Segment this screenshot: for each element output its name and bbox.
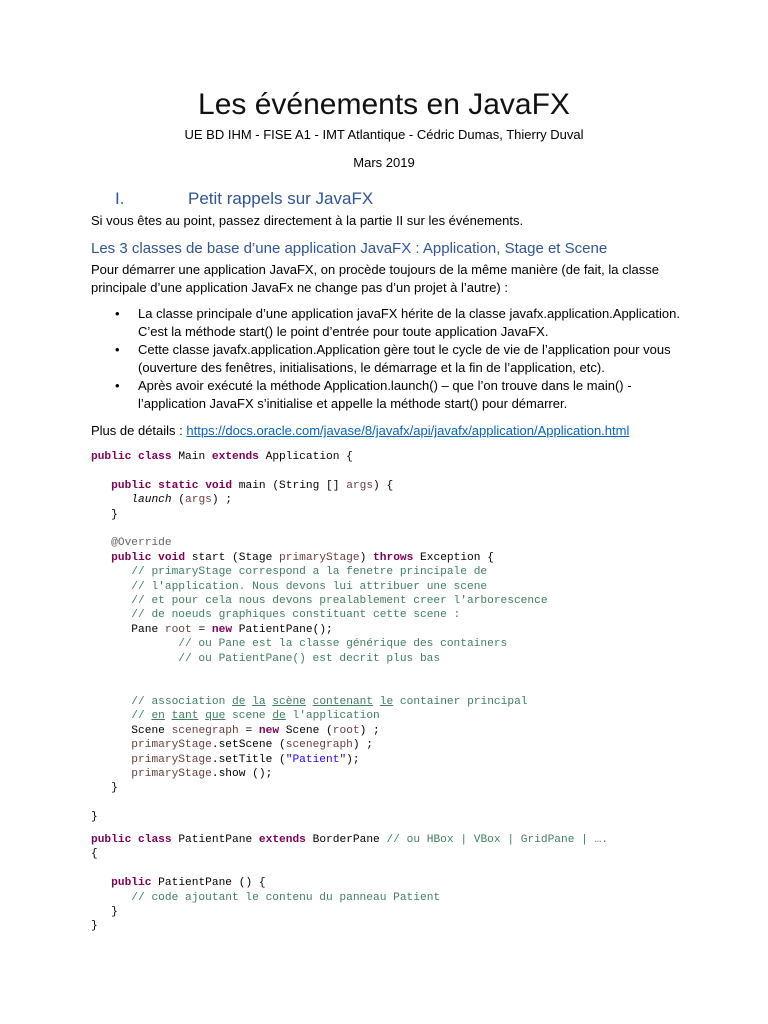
subsection-heading: Les 3 classes de base d’une application JavaFX : Application, Stage et Scene (91, 240, 608, 257)
code-line: primaryStage.setScene (scenegraph) ; (131, 739, 374, 752)
details-label: Plus de détails : (91, 423, 187, 438)
bullet-icon: • (115, 342, 120, 357)
code-block-patientpane (91, 833, 608, 934)
bullet-line: Cette classe javafx.application.Application gère tout le cycle de vie de l’application pour vous (138, 342, 671, 357)
bullet-icon: • (115, 306, 120, 321)
code-line: @Override (111, 537, 172, 550)
code-line: } (91, 920, 98, 933)
section-heading-1 (115, 189, 373, 209)
code-comment: // primaryStage correspond a la fenetre principale de (131, 566, 488, 579)
paragraph-line: Pour démarrer une application JavaFX, on procède toujours de la même manière (de fait, la classe (91, 262, 659, 277)
code-comment: // l'application. Nous devons lui attribuer une scene (131, 580, 488, 593)
intro-paragraph: Si vous êtes au point, passez directement à la partie II sur les événements. (91, 213, 524, 228)
code-comment: // et pour cela nous devons prealablement creer l'arborescence (131, 595, 548, 608)
code-line: public PatientPane () { (111, 877, 266, 890)
bullet-line: (ouverture des fenêtres, initialisations, le démarrage et la fin de l’application, etc). (138, 360, 605, 375)
bullet-item (91, 377, 691, 413)
bullet-line: La classe principale d’une application javaFX hérite de la classe javafx.application.Application. (138, 306, 680, 321)
code-line: public void start (Stage primaryStage) throws Exception { (111, 551, 494, 564)
bullet-item (91, 341, 691, 377)
bullet-line: Après avoir exécuté la méthode Application.launch() – que l’on trouve dans le main() - (138, 378, 632, 393)
code-comment: // ou PatientPane() est decrit plus bas (178, 652, 441, 665)
bullet-line: l’application JavaFX s’initialise et appelle la méthode start() pour démarrer. (138, 396, 568, 411)
bullet-list (91, 305, 691, 413)
code-line: public class PatientPane extends BorderPane // ou HBox | VBox | GridPane | …. (91, 834, 609, 846)
code-line: { (91, 848, 98, 861)
bullet-line: C’est la méthode start() le point d’entrée pour toute application JavaFX. (138, 324, 549, 339)
bullet-icon: • (115, 378, 120, 393)
code-line: public static void main (String [] args) { (111, 479, 394, 492)
docs-link[interactable]: https://docs.oracle.com/javase/8/javafx/api/javafx/application/Application.html (186, 423, 630, 438)
code-comment: // de noeuds graphiques constituant cette scene : (131, 609, 461, 622)
code-line: primaryStage.setTitle ("Patient"); (131, 753, 360, 766)
code-line: launch (args) ; (131, 494, 233, 507)
code-block-main (91, 450, 548, 825)
code-comment: // ou Pane est la classe générique des containers (178, 638, 508, 651)
code-comment: // code ajoutant le contenu du panneau Patient (131, 891, 441, 904)
code-line: primaryStage.show (); (131, 767, 273, 780)
code-line: Pane root = new PatientPane(); (131, 623, 333, 636)
code-line: } (111, 508, 118, 521)
section-title: Petit rappels sur JavaFX (188, 189, 374, 208)
code-comment: // en tant que scene de l'application (131, 710, 380, 723)
code-line: } (111, 782, 118, 795)
details-paragraph (91, 422, 691, 440)
document-title: Les événements en JavaFX (198, 88, 570, 121)
code-comment: // association de la scène contenant le container principal (131, 695, 528, 708)
document-subtitle: UE BD IHM - FISE A1 - IMT Atlantique - Cédric Dumas, Thierry Duval (184, 127, 584, 142)
code-line: } (91, 811, 98, 824)
document-date: Mars 2019 (353, 155, 415, 170)
bullet-item (91, 305, 691, 341)
code-line: } (111, 906, 118, 919)
paragraph-line: principale d’une application JavaFx ne change pas d’un projet à l’autre) : (91, 280, 508, 295)
code-line: Scene scenegraph = new Scene (root) ; (131, 724, 380, 737)
code-line: public class Main extends Application { (91, 451, 353, 463)
section-number: I. (115, 189, 125, 208)
